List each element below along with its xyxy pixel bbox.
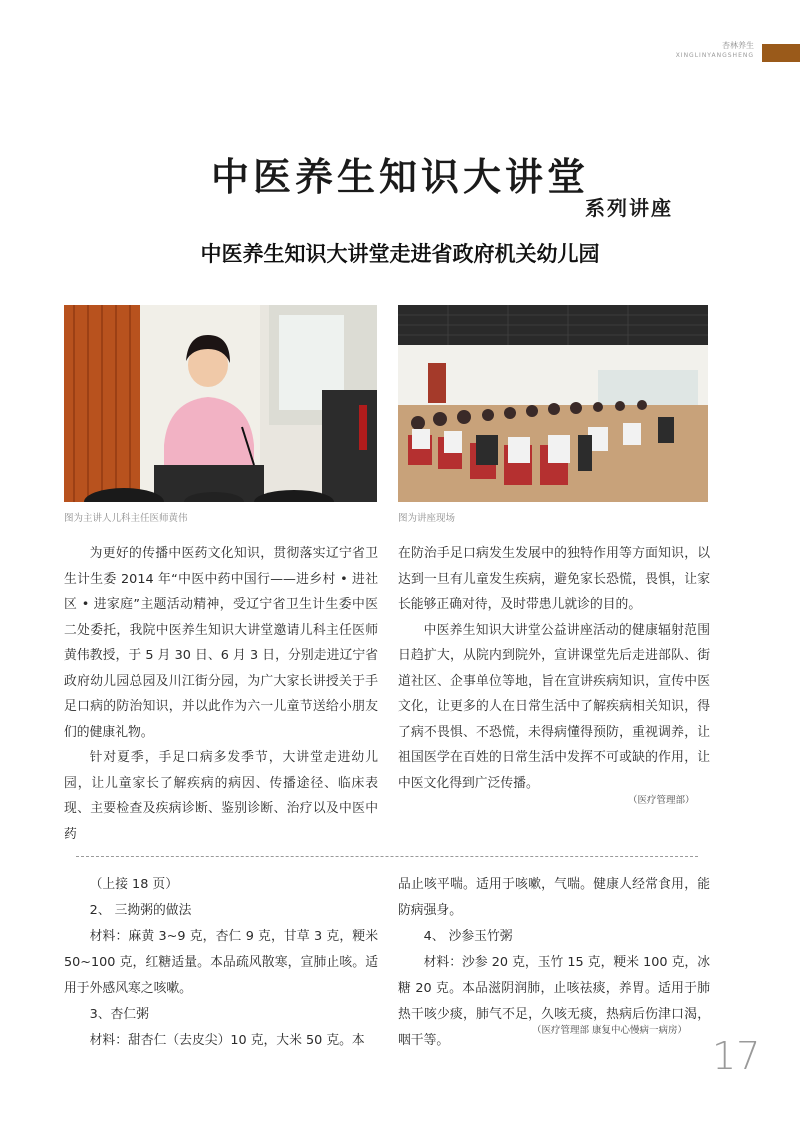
- lecture-scene-photo-caption: 图为讲座现场: [398, 513, 456, 524]
- article-paragraph-continued: 在防治手足口病发生发展中的独特作用等方面知识，以达到一旦有儿童发生疾病，避免家长恐慌，畏惧，让家长能够正确对待，及时带患儿就诊的目的。: [398, 546, 710, 612]
- continued-left-column: [64, 872, 378, 1054]
- lecture-scene-photo: [398, 305, 708, 502]
- section-color-bar: [762, 44, 800, 62]
- recipe-text: 材料：麻黄 3~9 克，杏仁 9 克，甘草 3 克，粳米 50~100 克，红糖适量。本品疏风散寒，宣肺止咳。适用于外感风寒之咳嗽。: [64, 929, 378, 996]
- section-divider: [76, 856, 698, 857]
- speaker-photo: [64, 305, 377, 502]
- article-title: 中医养生知识大讲堂走进省政府机关幼儿园: [200, 241, 600, 266]
- continued-line: （上接 18 页）: [89, 877, 178, 892]
- recipe-heading: 3、杏仁粥: [89, 1007, 149, 1022]
- section-name-en: XINGLINYANGSHENG: [675, 52, 754, 59]
- recipe-text: 材料：沙参 20 克，玉竹 15 克，粳米 100 克，冰糖 20 克。本品滋阴润肺，止咳祛痰，养胃。适用于肺热干咳少痰，肺气不足，久咳无痰，热病后伤津口渴，咽干等。: [398, 955, 710, 1048]
- article-paragraph: 针对夏季，手足口病多发季节，大讲堂走进幼儿园，让儿童家长了解疾病的病因、传播途径、临床表现、主要检查及疾病诊断、鉴别诊断、治疗以及中医中药: [64, 750, 378, 842]
- speaker-photo-caption: 图为主讲人儿科主任医师黄伟: [64, 513, 188, 524]
- article-signature: （医疗管理部）: [628, 795, 695, 806]
- article-paragraph: 为更好的传播中医药文化知识，贯彻落实辽宁省卫生计生委 2014 年“中医中药中国行——进乡村 • 进社区 • 进家庭”主题活动精神，受辽宁省卫生计生委中医二处委托，我院中医养生知识大讲堂邀请儿科主任医师黄伟教授，于 5 月 30 日、6 月 3 日，分别走进辽宁省政府幼儿园总园及川江街分园，为广大家长讲授关于手足口病的防治知识，并以此作为六一儿童节送给小朋友们的健康礼物。: [64, 546, 378, 740]
- recipe-text-continued: 品止咳平喘。适用于咳嗽，气喘。健康人经常食用，能防病强身。: [398, 877, 710, 918]
- article-left-column: [64, 541, 378, 847]
- page-number: 17: [712, 1034, 761, 1078]
- series-label: 系列讲座: [585, 196, 673, 220]
- recipe-text: 材料：甜杏仁（去皮尖）10 克，大米 50 克。本: [89, 1033, 365, 1048]
- continued-signature: （医疗管理部 康复中心慢病一病房）: [532, 1025, 688, 1036]
- article-right-column: [398, 541, 710, 796]
- main-title: 中医养生知识大讲堂: [210, 154, 589, 199]
- article-paragraph: 中医养生知识大讲堂公益讲座活动的健康辐射范围日趋扩大，从院内到院外，宣讲课堂先后走进部队、街道社区、企事单位等地，旨在宣讲疾病知识，宣传中医文化，让更多的人在日常生活中了解疾病相关知识，得了病不畏惧、不恐慌，未得病懂得预防，重视调养，让祖国医学在百姓的日常生活中发挥不可或缺的作用，让中医文化得到广泛传播。: [398, 622, 710, 791]
- section-name: 杏林养生: [722, 41, 754, 50]
- recipe-heading: 4、 沙参玉竹粥: [423, 929, 513, 944]
- recipe-heading: 2、 三拗粥的做法: [89, 903, 192, 918]
